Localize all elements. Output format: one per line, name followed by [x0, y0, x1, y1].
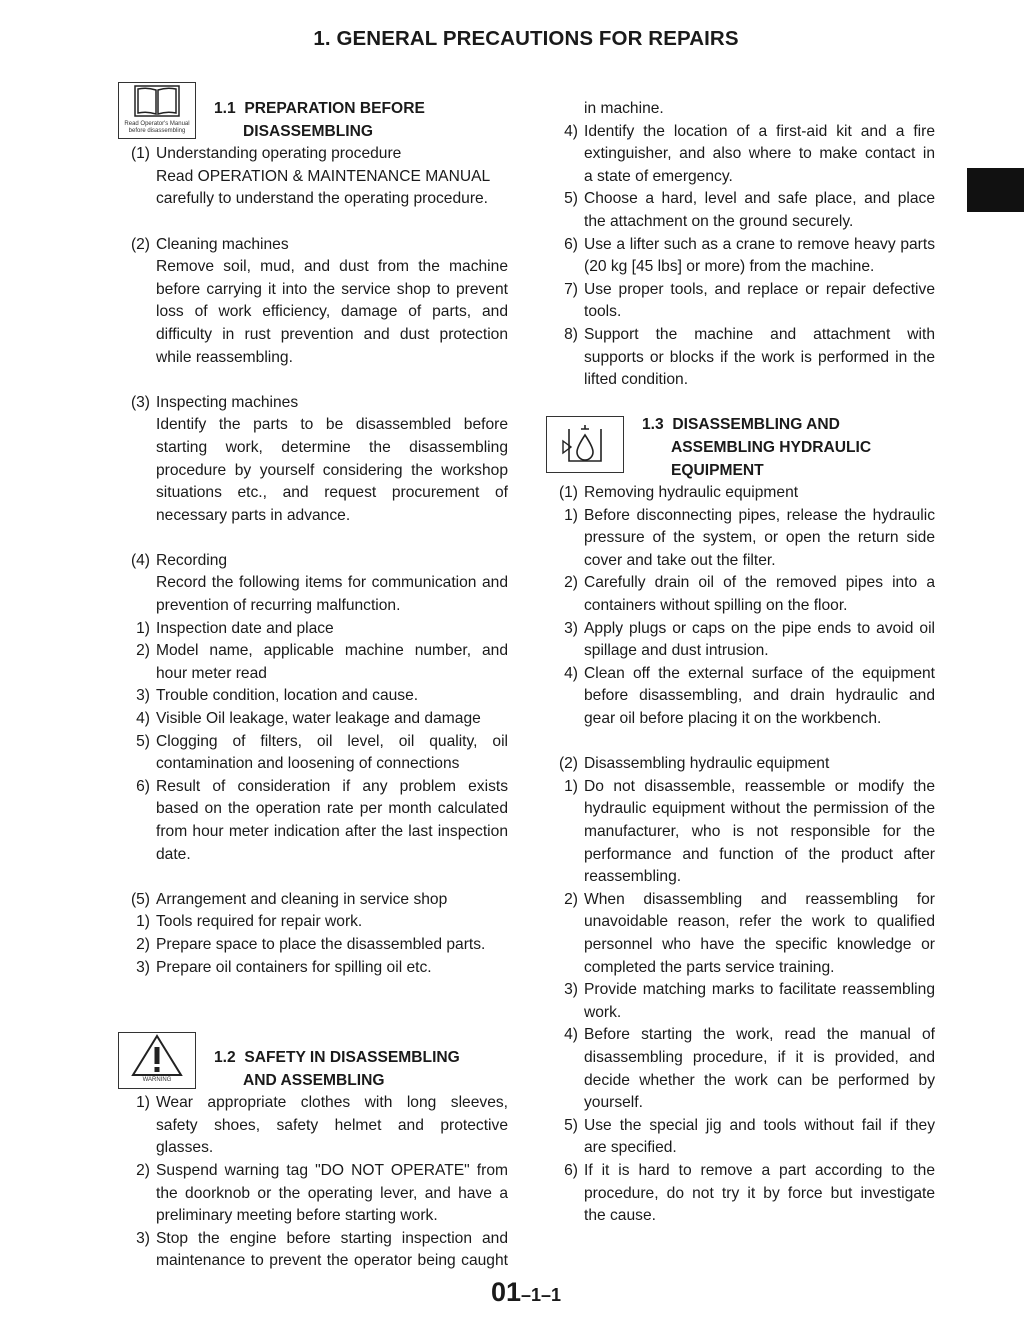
list-item: Identify the location of a first-aid kit and a fire: [584, 122, 935, 140]
section-title-cont: AND ASSEMBLING: [243, 1071, 385, 1089]
paragraph-label: (1): [558, 484, 578, 502]
list-item: date.: [156, 845, 191, 863]
list-item: safety shoes, safety helmet and protective: [156, 1116, 508, 1134]
list-item: procedure, do not try it by force but investigate: [584, 1184, 935, 1202]
list-item: When disassembling and reassembling for: [584, 890, 935, 908]
paragraph-heading: Recording: [156, 551, 228, 569]
paragraph-label: (2): [558, 755, 578, 773]
paragraph-line: loss of work efficiency, damage of parts, and: [156, 303, 508, 321]
list-item: Clean off the external surface of the equipment: [584, 664, 935, 682]
paragraph-label: (3): [130, 393, 150, 411]
list-item: Before starting the work, read the manual of: [584, 1026, 935, 1044]
list-item: containers without spilling on the floor.: [584, 597, 848, 615]
list-item: tools.: [584, 303, 622, 321]
list-item: hydraulic equipment without the permission of the: [584, 800, 935, 818]
paragraph-arrangement: [112, 889, 508, 979]
list-item-label: 6): [564, 235, 578, 253]
section-title-cont: ASSEMBLING HYDRAULIC: [671, 438, 872, 456]
list-item: Use the special jig and tools without fail if they: [584, 1116, 935, 1134]
warning-caption: WARNING: [142, 1077, 172, 1084]
list-item: Visible Oil leakage, water leakage and damage: [156, 710, 481, 728]
list-item: before disassembling, and drain hydraulic and: [584, 687, 935, 705]
list-item: unavoidable reason, refer the work to qualified: [584, 913, 935, 931]
list-item-label: 3): [564, 981, 578, 999]
paragraph-cleaning: [112, 234, 508, 370]
list-item: Carefully drain oil of the removed pipes into a: [584, 574, 935, 592]
list-item-label: 2): [564, 890, 578, 908]
list-item-label: 2): [136, 935, 150, 953]
list-item: personnel who have the specific knowledge or: [584, 935, 935, 953]
list-item: spillage and dust intrusion.: [584, 642, 769, 660]
page-title: 1. GENERAL PRECAUTIONS FOR REPAIRS: [313, 27, 739, 50]
list-item-label: 4): [564, 664, 578, 682]
paragraph-line: before carrying it into the service shop to prevent: [156, 280, 508, 298]
list-item-label: 1): [564, 506, 578, 524]
paragraph-removing-hydraulic: [540, 482, 935, 731]
paragraph-line: Record the following items for communication and: [156, 574, 508, 592]
paragraph-heading: Disassembling hydraulic equipment: [584, 755, 830, 773]
list-item-label: 5): [564, 190, 578, 208]
list-item: work.: [584, 1003, 622, 1021]
paragraph-line: Identify the parts to be disassembled before: [156, 416, 508, 434]
list-item-label: 5): [564, 1116, 578, 1134]
section-number: 1.3: [642, 416, 664, 434]
list-item: Choose a hard, level and safe place, and place: [584, 190, 935, 208]
paragraph-heading: Removing hydraulic equipment: [584, 484, 799, 502]
paragraph-label: (4): [130, 551, 150, 569]
list-item: Prepare space to place the disassembled parts.: [156, 935, 486, 953]
list-item: Stop the engine before starting inspection and: [156, 1229, 508, 1247]
paragraph-inspecting: [112, 392, 508, 528]
list-item-label: 3): [136, 958, 150, 976]
list-item: Clogging of filters, oil level, oil quality, oil: [156, 732, 508, 750]
right-column: [540, 98, 935, 1228]
section-1-1-heading: [112, 98, 508, 143]
section-title: PREPARATION BEFORE: [244, 100, 425, 117]
list-item: Suspend warning tag "DO NOT OPERATE" from: [156, 1161, 508, 1179]
list-item-label: 6): [564, 1161, 578, 1179]
list-item: hour meter read: [156, 664, 267, 682]
paragraph-recording: [112, 550, 508, 866]
paragraph-line: while reassembling.: [156, 348, 293, 366]
list-item: extinguisher, and also where to make contact in: [584, 145, 935, 163]
list-item: lifted condition.: [584, 371, 689, 389]
section-title: SAFETY IN DISASSEMBLING: [244, 1048, 460, 1066]
list-item: in machine.: [584, 100, 664, 117]
list-item: Do not disassemble, reassemble or modify the: [584, 777, 935, 795]
paragraph-line: starting work, determine the disassembling: [156, 438, 508, 456]
list-item: Support the machine and attachment with: [584, 325, 935, 343]
paragraph-understanding: [112, 143, 508, 211]
paragraph-line: Remove soil, mud, and dust from the machine: [156, 258, 508, 276]
paragraph-heading: Arrangement and cleaning in service shop: [156, 890, 448, 908]
section-number: 1.1: [214, 100, 236, 117]
list-item: are specified.: [584, 1139, 677, 1157]
list-item-label: 4): [564, 1026, 578, 1044]
section-title-cont: EQUIPMENT: [671, 461, 764, 479]
paragraph-line: difficulty in rust prevention and dust protection: [156, 325, 508, 343]
list-item: preliminary meeting before starting work.: [156, 1207, 438, 1225]
list-item-label: 7): [564, 280, 578, 298]
list-item-label: 2): [136, 1161, 150, 1179]
list-item-label: 3): [136, 1229, 150, 1247]
list-item: performance and function of the product after: [584, 845, 935, 863]
list-item: completed the parts service training.: [584, 958, 835, 976]
list-item: yourself.: [584, 1094, 643, 1112]
paragraph-line: carefully to understand the operating procedure.: [156, 190, 489, 208]
list-item: disassembling procedure, if it is provided, and: [584, 1048, 935, 1066]
paragraph-heading: Cleaning machines: [156, 235, 289, 253]
list-item-label: 1): [136, 913, 150, 931]
safety-list: [112, 1092, 508, 1273]
paragraph-line: necessary parts in advance.: [156, 506, 351, 524]
paragraph-label: (1): [130, 145, 150, 163]
page-number-suffix: –1–1: [521, 1285, 562, 1305]
list-item: based on the operation rate per month calculated: [156, 800, 508, 818]
list-item-label: 4): [564, 122, 578, 140]
section-1-3-heading: [540, 414, 935, 482]
list-item: If it is hard to remove a part according to the: [584, 1161, 935, 1179]
list-item: manufacturer, who is not responsible for the: [584, 823, 935, 840]
paragraph-line: situations etc., and request procurement of: [156, 484, 508, 502]
list-item-label: 1): [136, 619, 150, 637]
paragraph-disassembling-hydraulic: [540, 753, 935, 1227]
list-item: Provide matching marks to facilitate reassembling: [584, 981, 935, 999]
list-item: (20 kg [45 lbs] or more) from the machine.: [584, 258, 875, 276]
list-item: maintenance to prevent the operator being caught: [156, 1252, 508, 1270]
list-item: a state of emergency.: [584, 167, 733, 185]
list-item: pressure of the system, or open the return side: [584, 529, 935, 547]
list-item-label: 8): [564, 325, 578, 343]
list-item: Use proper tools, and replace or repair defective: [584, 280, 935, 298]
list-item: decide whether the work can be performed by: [584, 1071, 935, 1089]
list-item-label: 2): [136, 642, 150, 660]
list-item-label: 3): [136, 687, 150, 705]
section-tab-marker: [967, 168, 1024, 212]
list-item: Use a lifter such as a crane to remove heavy parts: [584, 235, 935, 253]
paragraph-heading: Understanding operating procedure: [156, 145, 402, 163]
list-item-label: 1): [136, 1094, 150, 1112]
safety-list-continued: [540, 98, 935, 392]
list-item: Model name, applicable machine number, and: [156, 642, 508, 660]
page-number-main: 01: [490, 1277, 521, 1307]
list-item: Inspection date and place: [156, 619, 334, 637]
list-item: Prepare oil containers for spilling oil etc.: [156, 958, 432, 976]
section-title-cont: DISASSEMBLING: [243, 122, 373, 140]
list-item: gear oil before placing it on the workbench.: [584, 710, 882, 728]
list-item: Tools required for repair work.: [156, 913, 363, 931]
section-number: 1.2: [214, 1048, 236, 1066]
page-number: [0, 1277, 1024, 1308]
list-item: contamination and loosening of connections: [156, 755, 460, 773]
paragraph-label: (5): [130, 890, 150, 908]
paragraph-heading: Inspecting machines: [156, 393, 299, 411]
section-title: DISASSEMBLING AND: [672, 416, 840, 434]
list-item-label: 5): [136, 732, 150, 750]
list-item-label: 2): [564, 574, 578, 592]
list-item: reassembling.: [584, 868, 682, 886]
paragraph-line: prevention of recurring malfunction.: [156, 597, 401, 615]
list-item: Wear appropriate clothes with long sleeves,: [156, 1094, 508, 1112]
read-manual-caption-1: Read Operator's Manual: [124, 121, 190, 127]
paragraph-line: Read OPERATION & MAINTENANCE MANUAL: [156, 167, 491, 185]
list-item: Result of consideration if any problem exists: [156, 777, 508, 795]
list-item-label: 1): [564, 777, 578, 795]
list-item: glasses.: [156, 1139, 214, 1157]
list-item-label: 4): [136, 710, 150, 728]
list-item: from hour meter indication after the last inspection: [156, 823, 508, 840]
list-item-label: 3): [564, 619, 578, 637]
list-item: Apply plugs or caps on the pipe ends to avoid oil: [584, 619, 935, 637]
list-item: the doorknob or the operating lever, and have a: [156, 1184, 508, 1202]
list-item-label: 6): [136, 777, 150, 795]
read-manual-caption-2: before disassembling: [128, 128, 186, 134]
list-item: supports or blocks if the work is performed in the: [584, 348, 935, 366]
section-1-2-heading: [112, 1024, 508, 1092]
list-item: Before disconnecting pipes, release the hydraulic: [584, 506, 935, 524]
list-item: cover and take out the filter.: [584, 551, 776, 569]
list-item: the attachment on the ground securely.: [584, 212, 854, 230]
left-column: [112, 98, 508, 1273]
list-item: the cause.: [584, 1207, 656, 1225]
list-item: Trouble condition, location and cause.: [156, 687, 419, 705]
paragraph-label: (2): [130, 235, 150, 253]
paragraph-line: procedure by yourself considering the workshop: [156, 461, 508, 479]
